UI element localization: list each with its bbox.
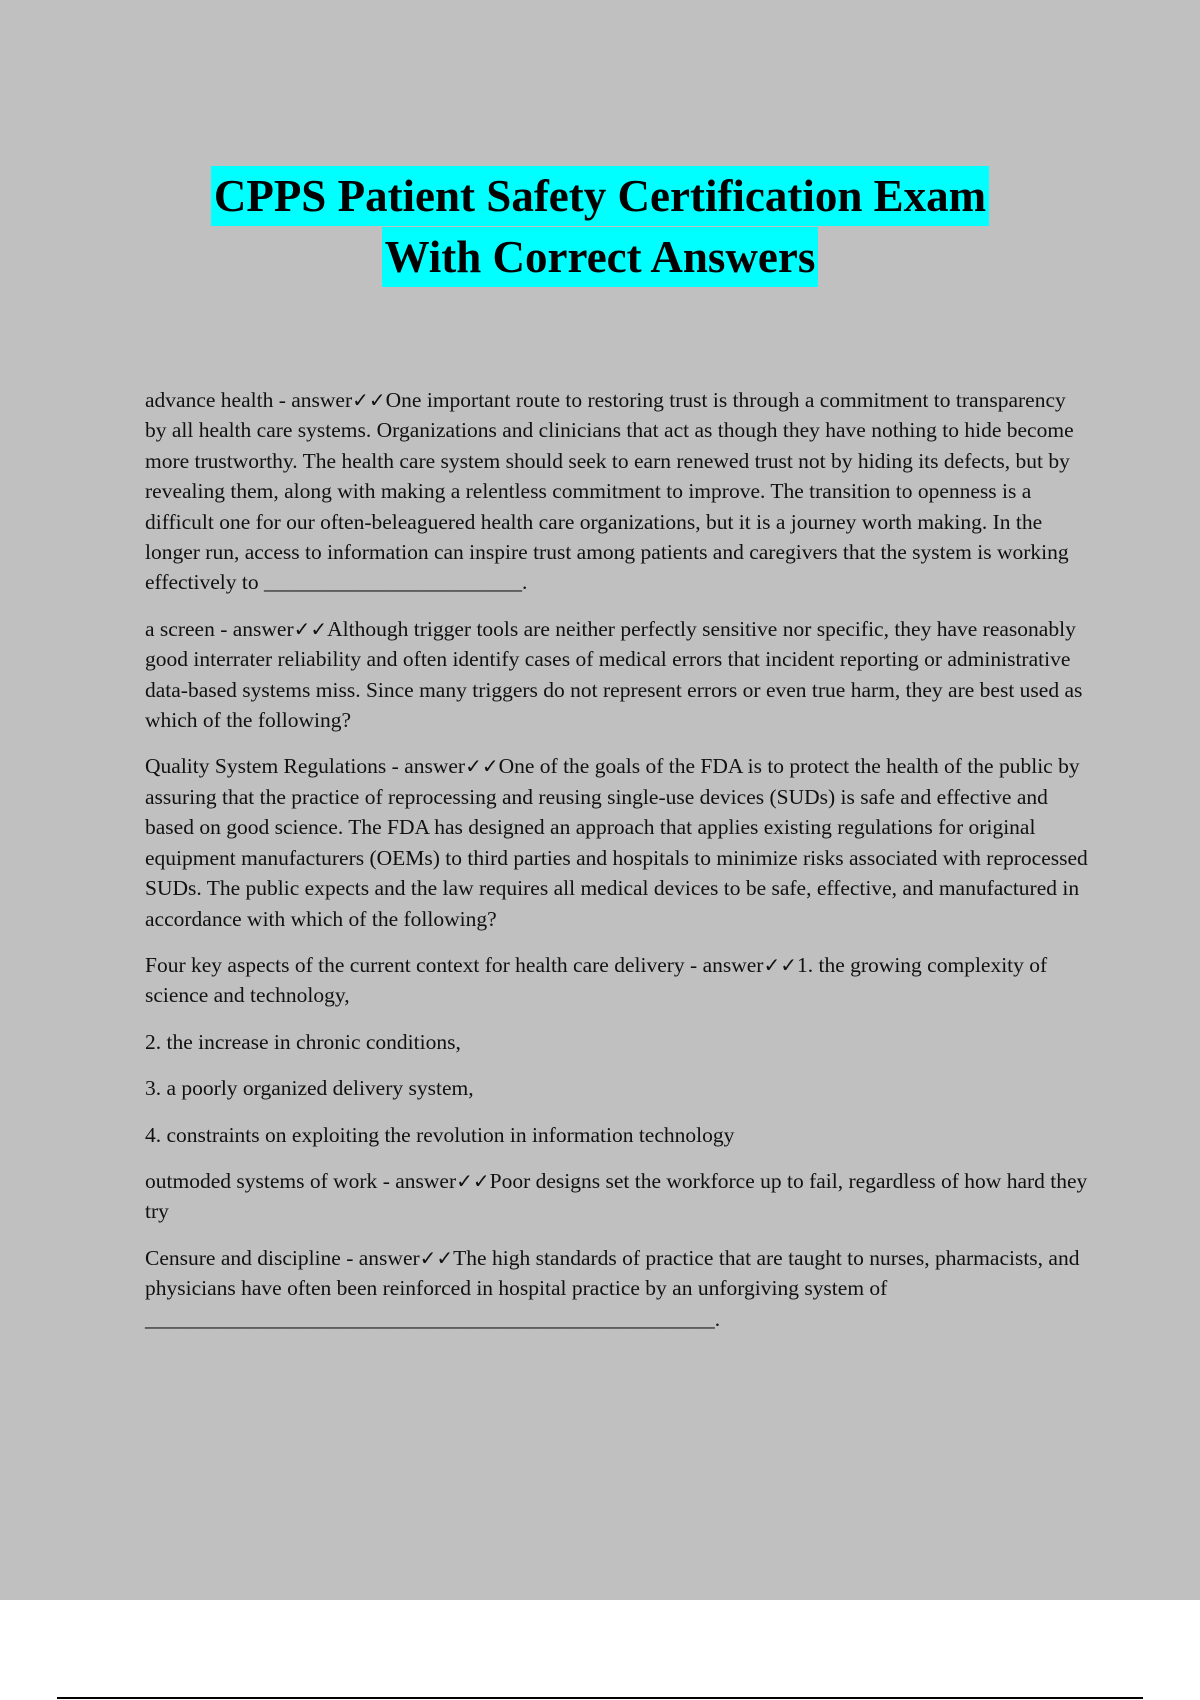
- qa-text: One of the goals of the FDA is to protect the health of the public by assuring that the practice of reprocessing and reusing single-use devices (SUDs) is safe and effective and based on good science. The FDA has designed an approach that applies existing regulations for original equipment manufacturers (OEMs) to third parties and hospitals to minimize risks associated with reprocessed SUDs. The public expects and the law requires all medical devices to be safe, effective, and manufactured in accordance with which of the following?: [145, 754, 1088, 931]
- page-title: [0, 166, 1200, 288]
- double-check-icon: ✓✓: [465, 754, 499, 779]
- qa-text: Although trigger tools are neither perfectly sensitive nor specific, they have reasonably good interrater reliability and often identify cases of medical errors that incident reporting or administrative data-based systems miss. Since many triggers do not represent errors or even true harm, they are best used as which of the following?: [145, 616, 1083, 733]
- answer-marker: - answer: [377, 1168, 457, 1193]
- qa-term: Four key aspects of the current context for health care delivery: [145, 952, 685, 977]
- list-item: 2. the increase in chronic conditions,: [145, 1029, 461, 1054]
- double-check-icon: ✓✓: [456, 1168, 490, 1193]
- list-item: 3. a poorly organized delivery system,: [145, 1076, 474, 1101]
- qa-content: [145, 385, 1090, 1350]
- qa-entry: [145, 614, 1090, 736]
- qa-entry: [145, 950, 1090, 1011]
- qa-text: One important route to restoring trust is through a commitment to transparency by all health care systems. Organizations and clinicians that act as though they have nothing to hide become more trustworthy. The health care system should seek to earn renewed trust not by hiding its defects, but by revealing them, along with making a relentless commitment to improve. The transition to openness is a difficult one for our often-beleaguered health care organizations, but it is a journey worth making. In the longer run, access to information can inspire trust among patients and caregivers that the system is working effectively to ________________________.: [145, 388, 1074, 595]
- qa-entry: [145, 1166, 1090, 1227]
- qa-entry: [145, 751, 1090, 933]
- double-check-icon: ✓✓: [352, 388, 386, 412]
- qa-term: advance health: [145, 388, 274, 412]
- double-check-icon: ✓✓: [763, 952, 797, 977]
- footer-divider: [57, 1697, 1143, 1699]
- qa-term: outmoded systems of work: [145, 1168, 378, 1193]
- qa-entry: [145, 1243, 1090, 1334]
- double-check-icon: ✓✓: [419, 1245, 454, 1270]
- qa-text: The high standards of practice that are taught to nurses, pharmacists, and physicians have often been reinforced in hospital practice by an unforgiving system of _____________________________________________________.: [145, 1245, 1080, 1331]
- qa-text: Poor designs set the workforce up to fail, regardless of how hard they try: [145, 1168, 1088, 1224]
- list-item: 4. constraints on exploiting the revolution in information technology: [145, 1122, 735, 1147]
- qa-entry: [145, 385, 1090, 598]
- title-line-1: CPPS Patient Safety Certification Exam: [211, 166, 989, 226]
- answer-marker: - answer: [273, 388, 353, 412]
- qa-term: Quality System Regulations: [145, 754, 387, 779]
- answer-marker: - answer: [386, 754, 466, 779]
- answer-marker: - answer: [214, 616, 294, 641]
- double-check-icon: ✓✓: [293, 616, 328, 641]
- qa-term: Censure and discipline: [145, 1245, 341, 1270]
- qa-text: 1. the growing complexity of science and technology,: [145, 952, 1048, 1008]
- title-line-2: With Correct Answers: [382, 227, 819, 287]
- answer-marker: - answer: [684, 952, 764, 977]
- qa-term: a screen: [145, 616, 215, 641]
- answer-marker: - answer: [340, 1245, 420, 1270]
